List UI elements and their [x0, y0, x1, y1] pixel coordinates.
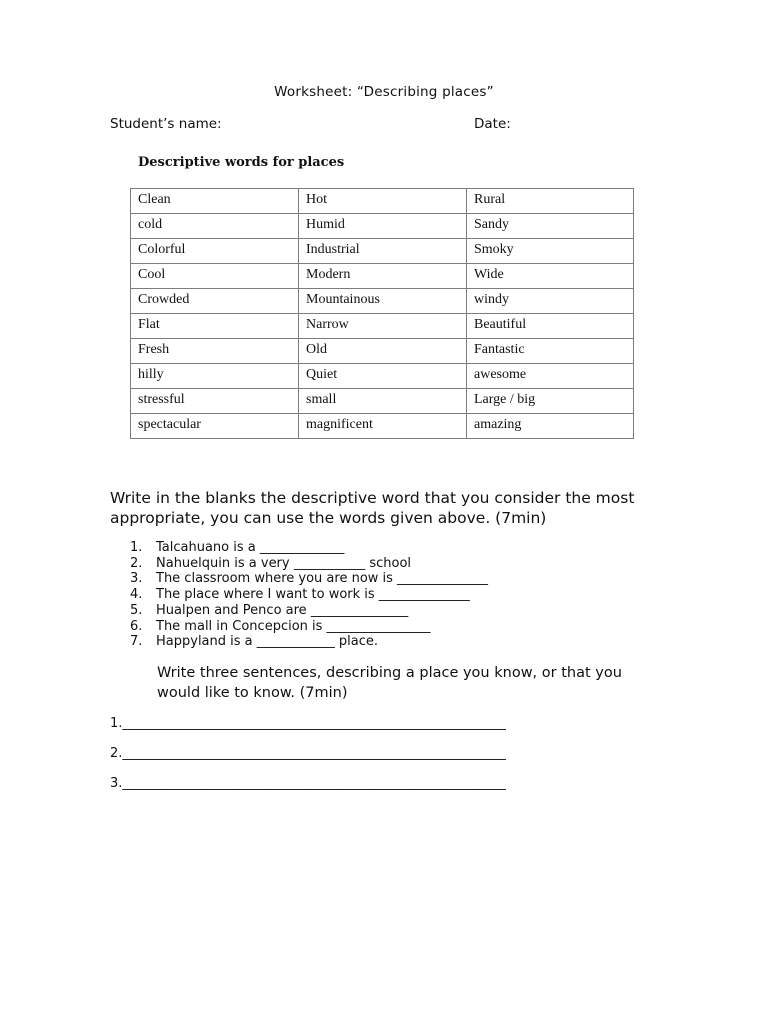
table-cell: stressful — [131, 389, 299, 414]
worksheet-title: Worksheet: “Describing places” — [274, 84, 494, 100]
item-number: 6. — [130, 618, 143, 634]
item-number: 2. — [130, 555, 143, 571]
table-row — [131, 339, 634, 364]
table-cell: Crowded — [131, 289, 299, 314]
table-row — [131, 239, 634, 264]
item-text: Nahuelquin is a very ___________ school — [156, 555, 412, 571]
table-cell: Humid — [299, 214, 467, 239]
list-item — [130, 603, 488, 619]
item-text: Happyland is a ____________ place. — [156, 634, 378, 650]
exercise-1-instruction: Write in the blanks the descriptive word that you consider the most appropriate, you can use the words given above. (7min) — [110, 489, 635, 527]
table-cell: Rural — [467, 189, 634, 214]
item-text: The mall in Concepcion is ________________ — [156, 618, 431, 634]
table-row — [131, 189, 634, 214]
item-number: 4. — [130, 587, 143, 603]
table-cell: small — [299, 389, 467, 414]
item-text: The place where I want to work is ______________ — [156, 587, 470, 603]
table-cell: Flat — [131, 314, 299, 339]
table-cell: Industrial — [299, 239, 467, 264]
table-cell: Large / big — [467, 389, 634, 414]
fill-in-list — [130, 540, 488, 650]
list-item — [130, 556, 488, 572]
table-cell: cold — [131, 214, 299, 239]
table-cell: amazing — [467, 414, 634, 439]
table-cell: Hot — [299, 189, 467, 214]
list-item — [130, 540, 488, 556]
table-cell: Narrow — [299, 314, 467, 339]
table-row — [131, 314, 634, 339]
table-cell: hilly — [131, 364, 299, 389]
list-item — [130, 587, 488, 603]
item-number: 7. — [130, 634, 143, 650]
table-row — [131, 389, 634, 414]
table-cell: spectacular — [131, 414, 299, 439]
list-item — [130, 634, 488, 650]
item-text: Hualpen and Penco are _______________ — [156, 602, 409, 618]
table-cell: Sandy — [467, 214, 634, 239]
descriptive-words-heading: Descriptive words for places — [138, 155, 345, 170]
table-cell: Clean — [131, 189, 299, 214]
item-text: Talcahuano is a _____________ — [156, 540, 345, 555]
exercise-2-instruction: Write three sentences, describing a place you know, or that you would like to know. (7min) — [157, 665, 622, 701]
table-row — [131, 264, 634, 289]
item-number: 5. — [130, 602, 143, 618]
table-cell: awesome — [467, 364, 634, 389]
table-cell: Smoky — [467, 239, 634, 264]
item-text: The classroom where you are now is ______________ — [156, 571, 489, 587]
table-cell: Old — [299, 339, 467, 364]
table-row — [131, 364, 634, 389]
item-number: 3. — [130, 571, 143, 587]
date-label: Date: — [474, 116, 511, 132]
table-cell: Fantastic — [467, 339, 634, 364]
table-cell: windy — [467, 289, 634, 314]
table-cell: Modern — [299, 264, 467, 289]
table-cell: Colorful — [131, 239, 299, 264]
table-cell: Fresh — [131, 339, 299, 364]
table-row — [131, 414, 634, 439]
student-name-label: Student’s name: — [110, 116, 222, 132]
sentence-line-2: 2.___________________________________________________________ — [110, 746, 506, 761]
table-cell: Mountainous — [299, 289, 467, 314]
table-cell: Beautiful — [467, 314, 634, 339]
item-number: 1. — [130, 540, 143, 555]
table-cell: magnificent — [299, 414, 467, 439]
list-item — [130, 619, 488, 635]
sentence-line-1: 1.___________________________________________________________ — [110, 716, 506, 731]
table-row — [131, 289, 634, 314]
table-cell: Cool — [131, 264, 299, 289]
table-cell: Wide — [467, 264, 634, 289]
table-cell: Quiet — [299, 364, 467, 389]
descriptive-words-table — [130, 188, 634, 439]
list-item — [130, 571, 488, 587]
sentence-line-3: 3.___________________________________________________________ — [110, 776, 506, 791]
table-row — [131, 214, 634, 239]
